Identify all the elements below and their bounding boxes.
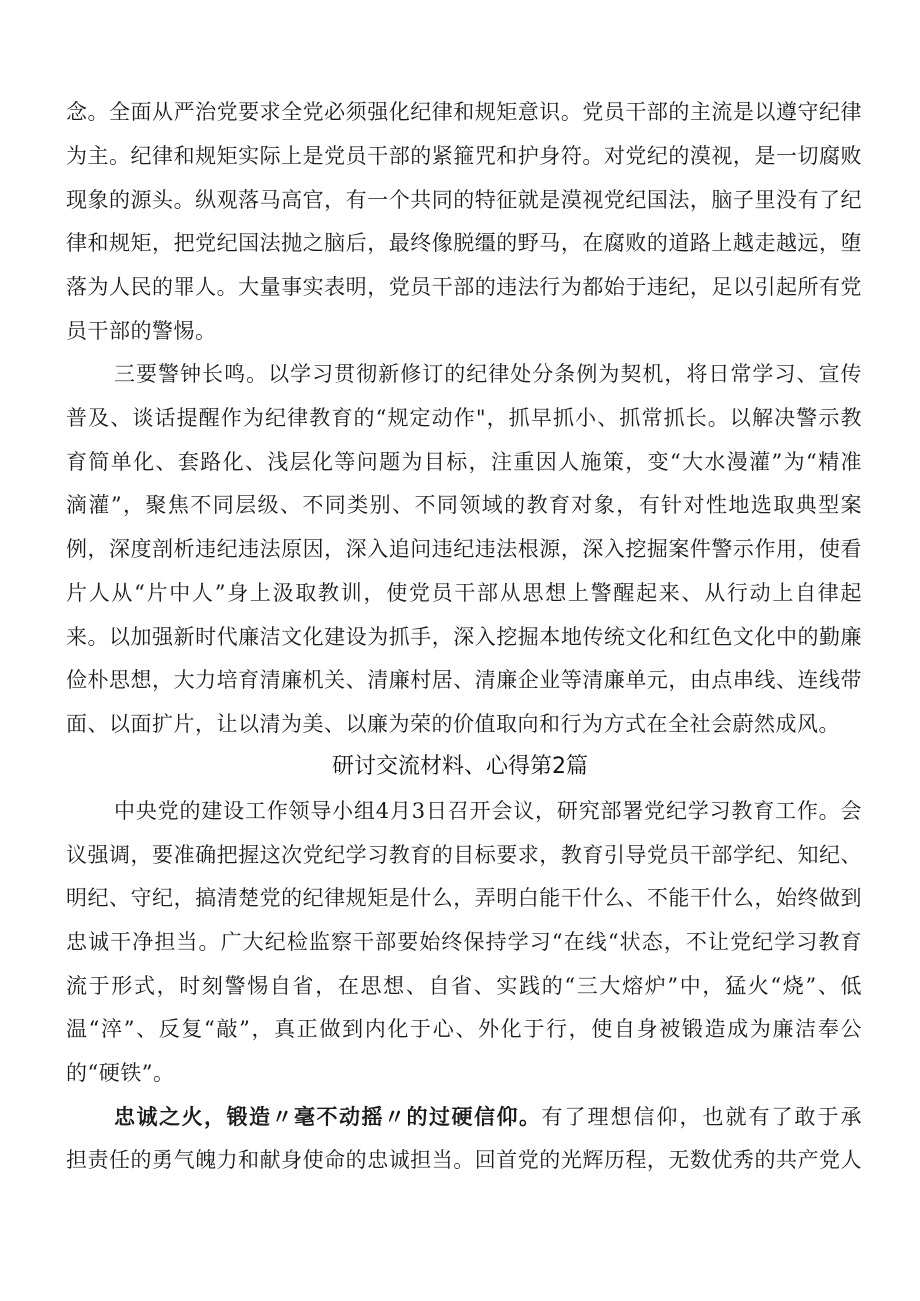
text-line: 普及、谈话提醒作为纪律教育的“规定动作"，抓早抓小、抓常抓长。以解决警示教 bbox=[66, 406, 862, 430]
section-heading: 研讨交流材料、心得第2篇 bbox=[332, 754, 588, 779]
text-run: 有了理想信仰，也就有了敢于承 bbox=[541, 1105, 862, 1129]
text-line: 议强调，要准确把握这次党纪学习教育的目标要求，教育引导党员干部学纪、知纪、 bbox=[66, 843, 862, 867]
text-line: 为主。纪律和规矩实际上是党员干部的紧箍咒和护身符。对党纪的漠视，是一切腐败 bbox=[66, 144, 862, 168]
text-line: 律和规矩，把党纪国法抛之脑后，最终像脱缰的野马，在腐败的道路上越走越远，堕 bbox=[66, 231, 862, 255]
text-line bbox=[114, 1102, 862, 1132]
text-line: 面、以面扩片，让以清为美、以廉为荣的价值取向和行为方式在全社会蔚然成风。 bbox=[66, 712, 840, 736]
text-line: 落为人民的罪人。大量事实表明，党员干部的违法行为都始于违纪，足以引起所有党 bbox=[66, 275, 862, 299]
text-line: 例，深度剖析违纪违法原因，深入追问违纪违法根源，深入挖掘案件警示作用，使看 bbox=[66, 537, 862, 561]
text-line: 俭朴思想，大力培育清廉机关、清廉村居、清廉企业等清廉单元，由点串线、连线带 bbox=[66, 668, 862, 692]
text-line: 念。全面从严治党要求全党必须强化纪律和规矩意识。党员干部的主流是以遵守纪律 bbox=[66, 100, 862, 124]
text-line: 温“淬”、反复“敲”，真正做到内化于心、外化于行，使自身被锻造成为廉洁奉公 bbox=[66, 1017, 862, 1041]
text-line: 三要警钟长鸣。以学习贯彻新修订的纪律处分条例为契机，将日常学习、宣传 bbox=[114, 362, 862, 386]
text-line: 滴灌”，聚焦不同层级、不同类别、不同领域的教育对象，有针对性地选取典型案 bbox=[66, 493, 862, 517]
text-line: 来。以加强新时代廉洁文化建设为抓手，深入挖掘本地传统文化和红色文化中的勤廉 bbox=[66, 625, 862, 649]
text-line: 流于形式，时刻警惕自省，在思想、自省、实践的“三大熔炉”中，猛火“烧”、低 bbox=[66, 974, 862, 998]
text-line: 育简单化、套路化、浅层化等问题为目标，注重因人施策，变“大水漫灌”为“精准 bbox=[66, 450, 862, 474]
text-line: 现象的源头。纵观落马高官，有一个共同的特征就是漠视党纪国法，脑子里没有了纪 bbox=[66, 188, 862, 212]
text-line: 员干部的警惕。 bbox=[66, 319, 217, 343]
paragraph-lead-bold: 忠诚之火，锻造〃毫不动摇〃的过硬信仰。 bbox=[114, 1105, 542, 1129]
text-line: 明纪、守纪，搞清楚党的纪律规矩是什么，弄明白能干什么、不能干什么，始终做到 bbox=[66, 886, 862, 910]
text-line: 忠诚干净担当。广大纪检监察干部要始终保持学习“在线“状态，不让党纪学习教育 bbox=[66, 930, 862, 954]
text-line: 片人从“片中人”身上汲取教训，使党员干部从思想上警醒起来、从行动上自律起 bbox=[66, 581, 862, 605]
text-line: 的“硬铁”。 bbox=[66, 1061, 175, 1085]
text-line: 担责任的勇气魄力和献身使命的忠诚担当。回首党的光辉历程，无数优秀的共产党人 bbox=[66, 1148, 862, 1172]
text-line: 中央党的建设工作领导小组4月3日召开会议，研究部署党纪学习教育工作。会 bbox=[114, 799, 862, 823]
